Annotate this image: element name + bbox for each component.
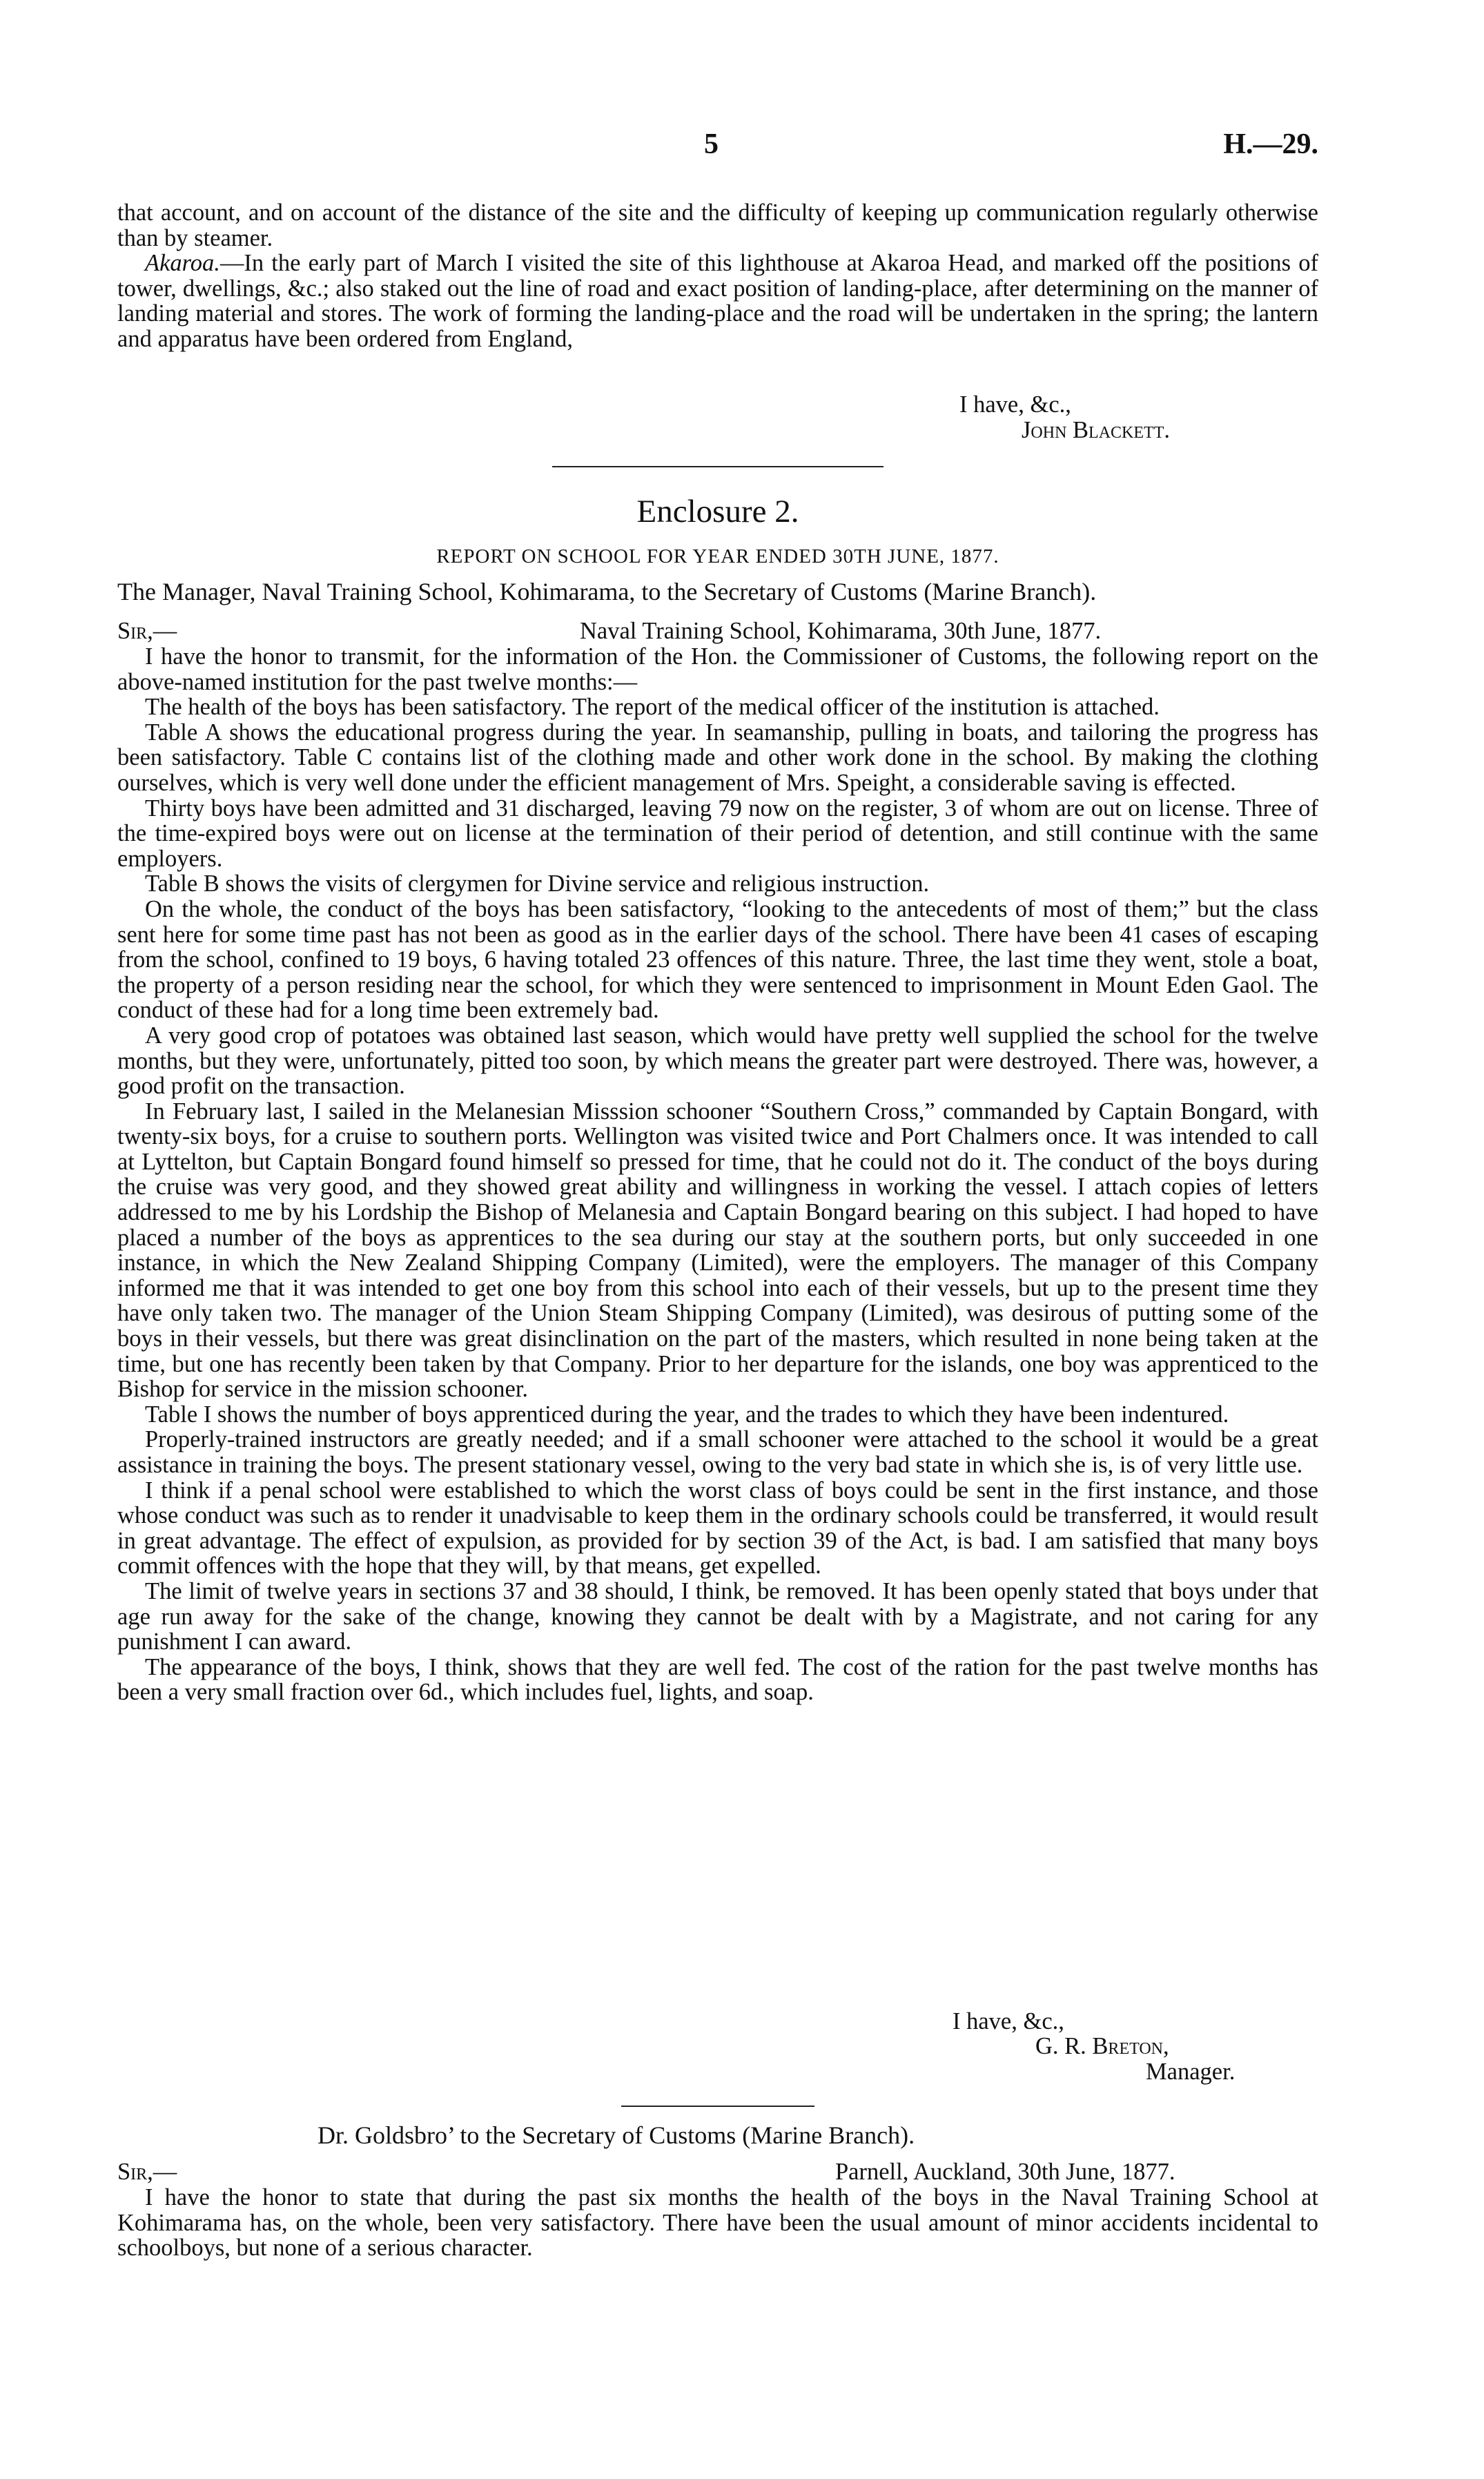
page-header bbox=[117, 128, 1318, 169]
document-reference: H.—29. bbox=[1223, 128, 1318, 160]
report-paragraph: I think if a penal school were established to which the worst class of boys could be sent in the first instance, and those whose conduct was such as to render it unadvisable to keep them in the ordinary schools could be transferred, it would result in great advantage. The effect of expulsion, as provided for by section 39 of the Act, is bad. I am satisfied that many boys commit offences with the hope that they will, by that means, get expelled. bbox=[117, 1477, 1318, 1579]
enclosure-signature: G. R. Breton, bbox=[1035, 2033, 1169, 2059]
report-paragraph: The health of the boys has been satisfactory. The report of the medical officer of the institution is attached. bbox=[145, 694, 1160, 721]
top-closing: I have, &c., bbox=[959, 391, 1071, 418]
second-letter-place-date: Parnell, Auckland, 30th June, 1877. bbox=[835, 2159, 1175, 2185]
continuation-paragraph: that account, and on account of the distance of the site and the difficulty of keeping up communication regularly otherwise than by steamer. bbox=[117, 200, 1318, 251]
report-paragraph: The appearance of the boys, I think, shows that they are well fed. The cost of the ration for the past twelve months has been a very small fraction over 6d., which includes fuel, lights, and soap. bbox=[117, 1653, 1318, 1706]
second-letter-body bbox=[117, 2185, 1318, 2261]
enclosure-signature-title: Manager. bbox=[1146, 2059, 1236, 2085]
enclosure-salutation: Sir,— bbox=[117, 618, 177, 644]
report-paragraph: Table B shows the visits of clergymen for Divine service and religious instruction. bbox=[145, 871, 930, 897]
section-rule bbox=[621, 2106, 814, 2107]
report-paragraph: The limit of twelve years in sections 37 and 38 should, I think, be removed. It has been openly stated that boys under that age run away for the sake of the change, knowing they cannot be dealt with by a Magistrate, and not caring for any punishment I can award. bbox=[117, 1577, 1318, 1655]
enclosure-addressee: The Manager, Naval Training School, Kohimarama, to the Secretary of Customs (Marine Branch). bbox=[117, 578, 1097, 605]
second-letter-salutation: Sir,— bbox=[117, 2159, 177, 2185]
enclosure-title: Enclosure 2. bbox=[636, 494, 799, 529]
report-paragraph: In February last, I sailed in the Melanesian Misssion schooner “Southern Cross,” commanded by Captain Bongard, with twenty-six boys, for a cruise to southern ports. Wellington was visited twice and Port Chalmers once. It was intended to call at Lyttelton, but Captain Bongard found himself so pressed for time, that he could not do it. The conduct of the boys during the cruise was very good, and they showed great ability and willingness in working the vessel. I attach copies of letters addressed to me by his Lordship the Bishop of Melanesia and Captain Bongard bearing on this subject. I had hoped to have placed a number of the boys as apprentices to the sea during our stay at the southern ports, but only succeeded in one instance, in which the New Zealand Shipping Company (Limited), were the employers. The manager of this Company informed me that it was intended to get one boy from this school into each of their vessels, but up to the present time they have only taken two. The manager of the Union Steam Shipping Company (Limited), was desirous of putting some of the boys in their vessels, but there was great disinclination on the part of the masters, which resulted in none being taken at the time, but one has recently been taken by that Company. Prior to her departure for the islands, one boy was apprenticed to the Bishop for service in the mission schooner. bbox=[117, 1098, 1318, 1403]
report-paragraph: Thirty boys have been admitted and 31 discharged, leaving 79 now on the register, 3 of whom are out on license. Three of the time-expired boys were out on license at the termination of their period of detention, and still continue with the same employers. bbox=[117, 795, 1318, 872]
report-paragraph: I have the honor to transmit, for the information of the Hon. the Commissioner of Customs, the following report on the above-named institution for the past twelve months:— bbox=[117, 643, 1318, 695]
report-paragraph: Table A shows the educational progress during the year. In seamanship, pulling in boats, and tailoring the progress has been satisfactory. Table C contains list of the clothing made and other work done in the school. By making the clothing ourselves, which is very well done under the efficient management of Mrs. Speight, a considerable saving is effected. bbox=[117, 719, 1318, 796]
report-paragraph: On the whole, the conduct of the boys has been satisfactory, “looking to the antecedents of most of them;” but the class sent here for some time past has not been as good as in the earlier days of the school. There have been 41 cases of escaping from the school, confined to 19 boys, 6 having totaled 23 offences of this nature. Three, the last time they went, stole a boat, the property of a person residing near the school, for which they were sentenced to imprisonment in Mount Eden Gaol. The conduct of these had for a long time been extremely bad. bbox=[117, 895, 1318, 1024]
enclosure-closing: I have, &c., bbox=[953, 2008, 1064, 2034]
section-rule bbox=[552, 466, 883, 467]
top-signature: John Blackett. bbox=[1022, 417, 1170, 443]
akaroa-paragraph bbox=[117, 251, 1318, 351]
report-paragraph: Properly-trained instructors are greatly needed; and if a small schooner were attached to the school it would be a great assistance in training the boys. The present stationary vessel, owing to the very bad state in which she is, is of very little use. bbox=[117, 1426, 1318, 1478]
akaroa-text: —In the early part of March I visited the site of this lighthouse at Akaroa Head, and marked off the positions of tower, dwellings, &c.; also staked out the line of road and exact position of landing-place, after determining on the manner of landing material and stores. The work of forming the landing-place and the road will be undertaken in the spring; the lantern and apparatus have been ordered from England, bbox=[117, 250, 1318, 352]
top-section bbox=[117, 200, 1318, 352]
second-letter-paragraph: I have the honor to state that during the past six months the health of the boys in the Naval Training School at Kohimarama has, on the whole, been very satisfactory. There have been the usual amount of minor accidents incidental to schoolboys, but none of a serious character. bbox=[117, 2184, 1318, 2262]
enclosure-body bbox=[117, 644, 1318, 1705]
enclosure-place-date: Naval Training School, Kohimarama, 30th June, 1877. bbox=[580, 618, 1102, 644]
second-letter-addressee: Dr. Goldsbro’ to the Secretary of Customs (Marine Branch). bbox=[318, 2121, 915, 2149]
akaroa-label: Akaroa. bbox=[145, 250, 220, 277]
report-paragraph: Table I shows the number of boys apprenticed during the year, and the trades to which they have been indentured. bbox=[145, 1401, 1229, 1428]
report-paragraph: A very good crop of potatoes was obtained last season, which would have pretty well supplied the school for the twelve months, but they were, unfortunately, pitted too soon, by which means the greater part were destroyed. There was, however, a good profit on the transaction. bbox=[117, 1022, 1318, 1100]
page-number: 5 bbox=[704, 128, 719, 160]
report-subtitle: REPORT ON SCHOOL FOR YEAR ENDED 30TH JUNE, 1877. bbox=[436, 545, 999, 567]
